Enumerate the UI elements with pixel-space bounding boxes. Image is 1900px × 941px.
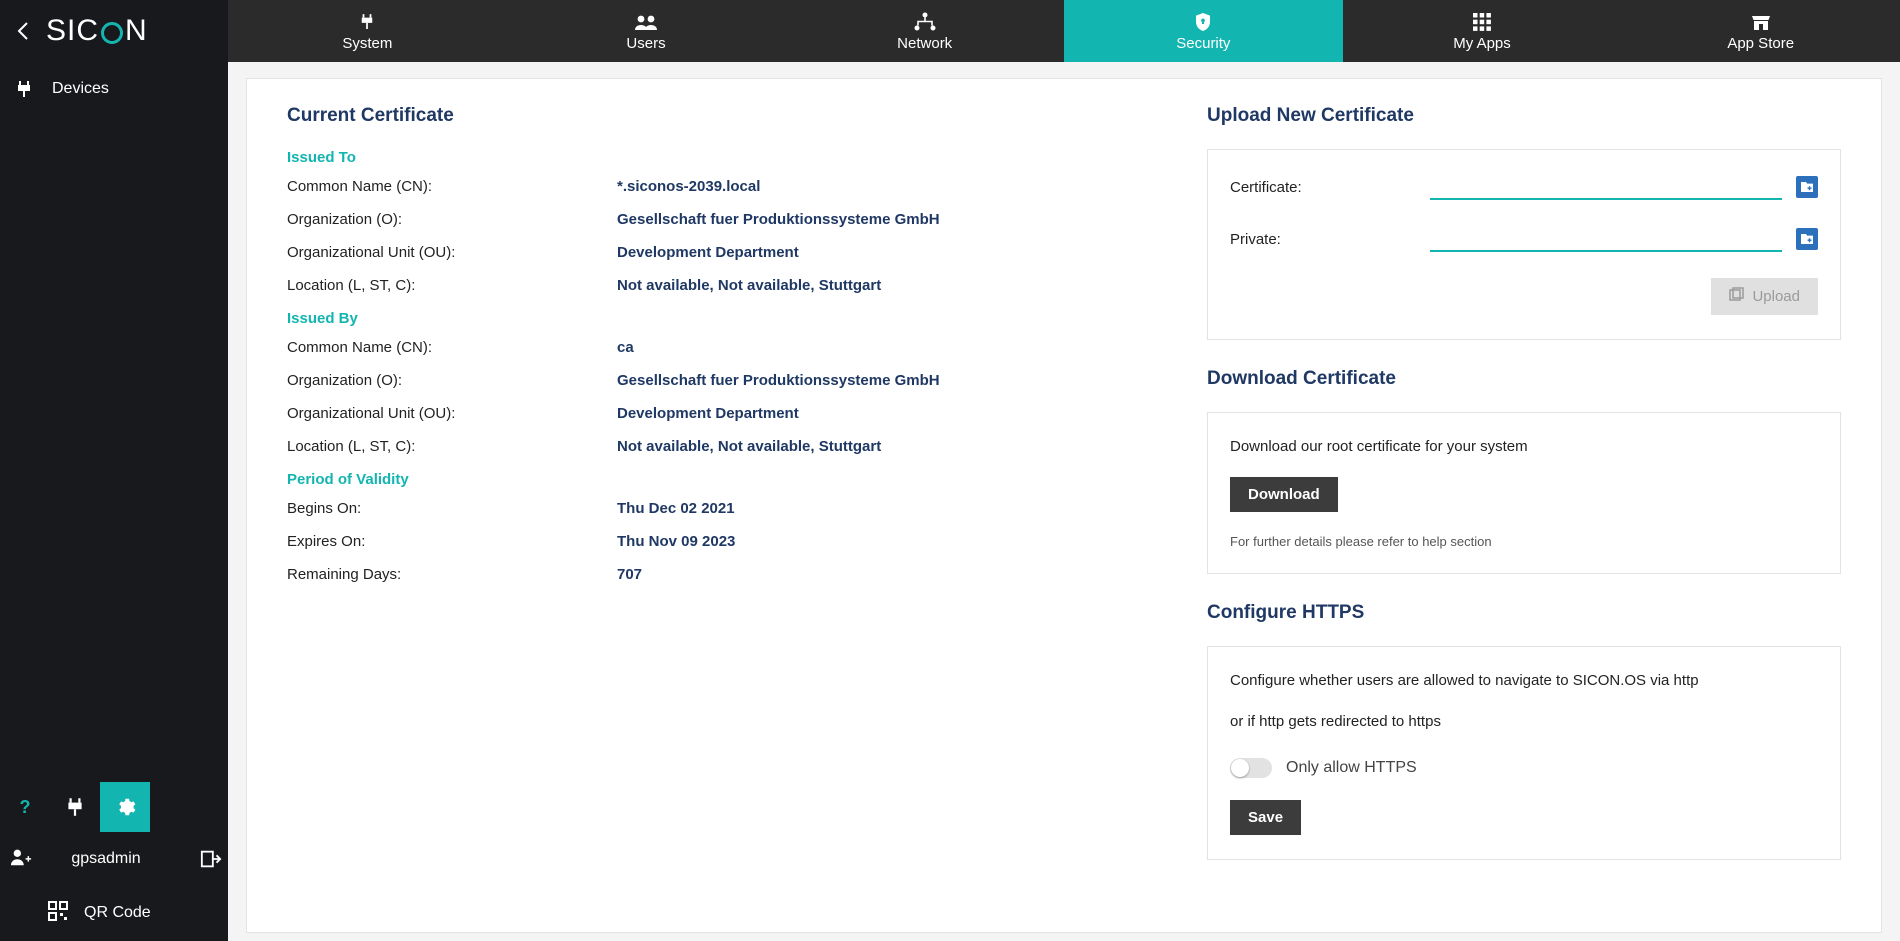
download-button[interactable]: Download	[1230, 477, 1338, 512]
cert-field-row	[287, 211, 1167, 228]
cert-field-row	[287, 533, 1167, 550]
field-label: Organizational Unit (OU):	[287, 244, 456, 261]
cert-field-row	[287, 438, 1167, 455]
field-label: Common Name (CN):	[287, 178, 433, 195]
brand-text-post: N	[125, 14, 148, 47]
tab-label: Network	[897, 35, 953, 52]
file-add-icon[interactable]	[1796, 176, 1818, 198]
cert-field-row	[287, 500, 1167, 517]
field-label: Organization (O):	[287, 372, 403, 389]
configure-https-title: Configure HTTPS	[1207, 602, 1365, 624]
cert-field-row	[287, 277, 1167, 294]
field-label: Begins On:	[287, 500, 362, 517]
brand-o-ring	[101, 22, 123, 44]
configure-https-panel	[1207, 646, 1841, 860]
private-label: Private:	[1230, 230, 1281, 248]
upload-certificate-title: Upload New Certificate	[1207, 105, 1414, 126]
issued-by-heading: Issued By	[287, 310, 358, 327]
brand-logo	[46, 14, 148, 48]
certificate-upload-row	[1230, 174, 1818, 200]
upload-button[interactable]	[1711, 278, 1818, 315]
certificate-label: Certificate:	[1230, 178, 1302, 196]
download-certificate-panel	[1207, 412, 1841, 574]
store-icon	[1751, 10, 1771, 32]
https-toggle-row	[1230, 758, 1818, 778]
issued-to-heading: Issued To	[287, 149, 356, 166]
only-allow-https-label: Only allow HTTPS	[1286, 758, 1417, 776]
page-title: Current Certificate	[287, 105, 454, 126]
sidebar	[0, 0, 228, 941]
private-key-upload-row	[1230, 226, 1818, 252]
download-note: For further details please refer to help section	[1230, 534, 1492, 550]
field-label: Organization (O):	[287, 211, 403, 228]
upload-certificate-panel	[1207, 149, 1841, 340]
security-card	[246, 78, 1882, 933]
field-value: Thu Nov 09 2023	[617, 533, 736, 550]
tab-users[interactable]	[507, 0, 786, 62]
https-description-line2: or if http gets redirected to https	[1230, 712, 1441, 730]
sidebar-header	[0, 0, 228, 62]
tab-my-apps[interactable]	[1343, 0, 1622, 62]
sidebar-item-qr-code[interactable]	[0, 885, 228, 941]
content-area	[228, 62, 1900, 941]
field-label: Common Name (CN):	[287, 339, 433, 356]
sidebar-spacer	[0, 110, 228, 781]
right-column	[1207, 105, 1841, 906]
field-value: 707	[617, 566, 643, 583]
cert-field-row	[287, 339, 1167, 356]
private-key-input[interactable]	[1430, 226, 1782, 252]
field-value: Development Department	[617, 405, 799, 422]
toggle-knob	[1231, 759, 1249, 777]
upload-button-label: Upload	[1752, 288, 1800, 305]
field-value: Not available, Not available, Stuttgart	[617, 277, 882, 294]
sidebar-icon-row	[0, 781, 228, 833]
device-icon[interactable]	[50, 782, 100, 832]
cert-field-row	[287, 405, 1167, 422]
system-icon	[360, 10, 374, 32]
field-label: Location (L, ST, C):	[287, 277, 416, 294]
grid-apps-icon	[1472, 10, 1492, 32]
field-value: Gesellschaft fuer Produktionssysteme GmbH	[617, 211, 940, 228]
download-certificate-title: Download Certificate	[1207, 368, 1396, 389]
certificate-input[interactable]	[1430, 174, 1782, 200]
qr-code-icon	[48, 901, 68, 926]
shield-icon	[1194, 10, 1212, 32]
cert-field-row	[287, 566, 1167, 583]
help-icon[interactable]	[0, 782, 50, 832]
tab-network[interactable]	[785, 0, 1064, 62]
tab-security[interactable]	[1064, 0, 1343, 62]
file-add-icon[interactable]	[1796, 228, 1818, 250]
field-label: Organizational Unit (OU):	[287, 405, 456, 422]
qr-code-label: QR Code	[84, 904, 151, 921]
field-label: Expires On:	[287, 533, 366, 550]
tab-app-store[interactable]	[1621, 0, 1900, 62]
sidebar-item-devices[interactable]	[0, 68, 228, 110]
device-icon	[12, 79, 36, 99]
current-certificate-section	[287, 105, 1167, 906]
sidebar-username: gpsadmin	[71, 850, 141, 867]
gear-icon[interactable]	[100, 782, 150, 832]
tab-system[interactable]	[228, 0, 507, 62]
only-allow-https-toggle[interactable]	[1230, 758, 1272, 778]
tab-label: System	[342, 35, 393, 52]
upload-icon	[1729, 287, 1744, 306]
cert-field-row	[287, 372, 1167, 389]
cert-field-row	[287, 244, 1167, 261]
brand-text-pre: SIC	[46, 14, 100, 47]
tab-label: Security	[1176, 35, 1231, 52]
save-button[interactable]: Save	[1230, 800, 1301, 835]
cert-field-row	[287, 178, 1167, 195]
field-label: Location (L, ST, C):	[287, 438, 416, 455]
field-value: Not available, Not available, Stuttgart	[617, 438, 882, 455]
sidebar-user-row	[0, 833, 228, 885]
user-add-icon	[10, 847, 32, 872]
logout-icon[interactable]	[194, 849, 228, 869]
upload-button-row	[1230, 278, 1818, 315]
tab-label: Users	[626, 35, 666, 52]
download-description: Download our root certificate for your system	[1230, 438, 1528, 455]
chevron-left-icon[interactable]	[10, 18, 36, 44]
tab-label: App Store	[1727, 35, 1795, 52]
network-icon	[914, 10, 936, 32]
field-value: Gesellschaft fuer Produktionssysteme GmbH	[617, 372, 940, 389]
field-value: Thu Dec 02 2021	[617, 500, 735, 517]
sidebar-item-label: Devices	[52, 80, 109, 97]
field-value: Development Department	[617, 244, 799, 261]
validity-heading: Period of Validity	[287, 471, 409, 488]
sidebar-nav	[0, 68, 228, 110]
https-description-line1: Configure whether users are allowed to navigate to SICON.OS via http	[1230, 672, 1699, 690]
field-label: Remaining Days:	[287, 566, 402, 583]
users-icon	[634, 10, 658, 32]
field-value: *.siconos-2039.local	[617, 178, 761, 195]
field-value: ca	[617, 339, 634, 356]
top-navigation	[228, 0, 1900, 62]
tab-label: My Apps	[1453, 35, 1511, 52]
right-pane	[228, 0, 1900, 941]
svg-text:?: ?	[19, 797, 31, 817]
